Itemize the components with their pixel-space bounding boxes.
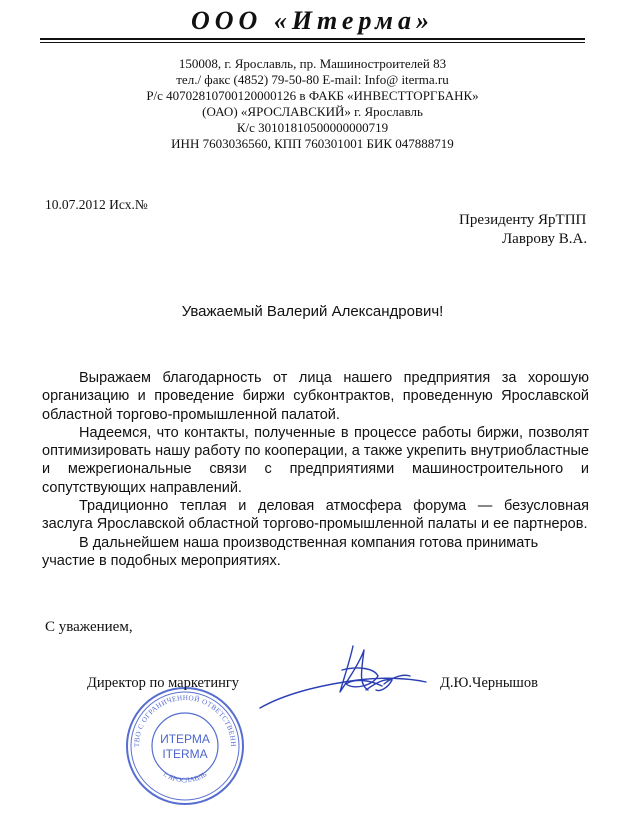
stamp-name-ru: ИТЕРМА (160, 732, 210, 746)
letter-body (42, 369, 589, 570)
body-paragraph: Надеемся, что контакты, полученные в процессе работы биржи, позволят оптимизировать нашу работу по кооперации, а также укрепить внутриобластные и межрегиональные связи с предприятиями машиностроительного и сопутствующих направлений. (42, 424, 589, 496)
requisite-bank: (ОАО) «ЯРОСЛАВСКИЙ» г. Ярославль (202, 104, 423, 119)
signature-icon (258, 640, 428, 715)
stamp-name-en: ITERMA (162, 747, 208, 761)
closing: С уважением, (45, 619, 133, 635)
addressee-title: Президенту ЯрТПП (459, 212, 587, 228)
company-requisites (0, 56, 625, 152)
stamp-ring-bottom: г. ЯРОСЛАВЛЬ (161, 770, 209, 785)
company-stamp (122, 683, 248, 814)
requisite-address: 150008, г. Ярославль, пр. Машиностроителей 83 (178, 56, 447, 71)
body-paragraph: Традиционно теплая и деловая атмосфера форума — безусловная заслуга Ярославской областной торгово-промышленной палаты и ее партнеров. (42, 498, 589, 533)
svg-text:г. ЯРОСЛАВЛЬ (162, 770, 208, 784)
header-rule-thin (40, 42, 585, 43)
signer-name: Д.Ю.Чернышов (440, 675, 538, 691)
stamp-ring-text: ТВО С ОГРАНИЧЕННОЙ ОТВЕТСТВЕНН (132, 693, 238, 748)
body-paragraph: Выражаем благодарность от лица нашего предприятия за хорошую организацию и проведение биржи субконтрактов, проведенную Ярославской областной торгово-промышленной палатой. (42, 370, 589, 423)
requisite-corr-account: К/с 30101810500000000719 (236, 120, 389, 135)
requisite-phone: тел./ факс (4852) 79-50-80 E-mail: Info@ iterma.ru (176, 72, 449, 87)
header-rule-thick (40, 38, 585, 40)
date-reference: 10.07.2012 Исх.№ (45, 197, 148, 212)
requisite-tax-ids: ИНН 7603036560, КПП 760301001 БИК 047888719 (171, 136, 454, 151)
signer-position: Директор по маркетингу (87, 675, 240, 691)
company-name: ООО «Итерма» (191, 6, 434, 35)
addressee-name: Лаврову В.А. (502, 231, 588, 247)
handwritten-signature (258, 640, 428, 720)
stamp-icon (122, 683, 248, 809)
addressee (459, 211, 587, 249)
body-paragraph: В дальнейшем наша производственная компания готова принимать участие в подобных мероприятиях. (42, 534, 539, 569)
requisite-account: Р/с 40702810700120000126 в ФАКБ «ИНВЕСТТОРГБАНК» (146, 88, 479, 103)
salutation: Уважаемый Валерий Александрович! (181, 303, 444, 320)
